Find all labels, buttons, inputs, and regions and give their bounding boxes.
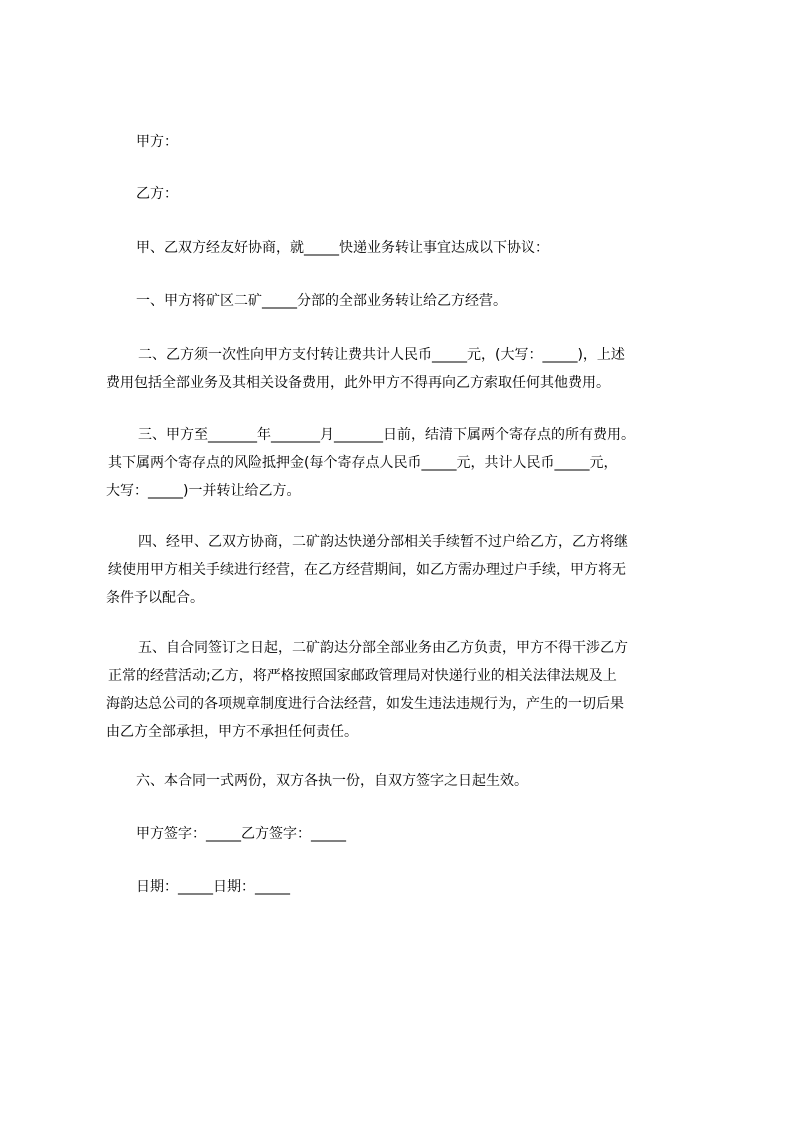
clause-4-line-2: 续使用甲方相关手续进行经营，在乙方经营期间，如乙方需办理过户手续，甲方将无 (108, 562, 626, 578)
clause-5-line-1: 五、自合同签订之日起，二矿韵达分部全部业务由乙方负责，甲方不得干涉乙方 (138, 640, 628, 656)
clause-6: 六、本合同一式两份，双方各执一份，自双方签字之日起生效。 (136, 773, 528, 789)
clause-3 (106, 421, 726, 505)
clause-2 (106, 341, 726, 397)
clause-5 (106, 634, 726, 746)
party-a-label: 甲方： (136, 134, 178, 150)
clause-2-line-2: 费用包括全部业务及其相关设备费用，此外甲方不得再向乙方索取任何其他费用。 (106, 375, 610, 391)
clause-3-line-1: 三、甲方至_______年_______月_______日前，结清下属两个寄存点的所有费用。 (138, 427, 635, 443)
signature-line: 甲方签字：_____乙方签字：_____ (136, 826, 346, 842)
clause-3-line-2: 其下属两个寄存点的风险抵押金(每个寄存点人民币_____元，共计人民币_____元， (108, 455, 618, 471)
clause-5-line-3: 海韵达总公司的各项规章制度进行合法经营，如发生违法违规行为，产生的一切后果 (106, 696, 624, 712)
clause-4-line-1: 四、经甲、乙双方协商，二矿韵达快递分部相关手续暂不过户给乙方，乙方将继 (138, 534, 628, 550)
clause-5-line-4: 由乙方全部承担，甲方不承担任何责任。 (106, 724, 358, 740)
party-b-label: 乙方： (136, 186, 178, 202)
date-line: 日期：_____日期：_____ (136, 879, 290, 895)
clause-4-line-3: 条件予以配合。 (106, 590, 204, 606)
clause-3-line-3: 大写：_____)一并转让给乙方。 (106, 483, 301, 499)
intro-paragraph: 甲、乙双方经友好协商，就_____快递业务转让事宜达成以下协议： (136, 240, 549, 256)
clause-2-line-1: 二、乙方须一次性向甲方支付转让费共计人民币_____元，(大写：_____)，上述 (138, 347, 625, 363)
clause-5-line-2: 正常的经营活动;乙方，将严格按照国家邮政管理局对快递行业的相关法律法规及上 (108, 668, 617, 684)
clause-1: 一、甲方将矿区二矿_____分部的全部业务转让给乙方经营。 (136, 293, 507, 309)
clause-4 (106, 528, 726, 612)
